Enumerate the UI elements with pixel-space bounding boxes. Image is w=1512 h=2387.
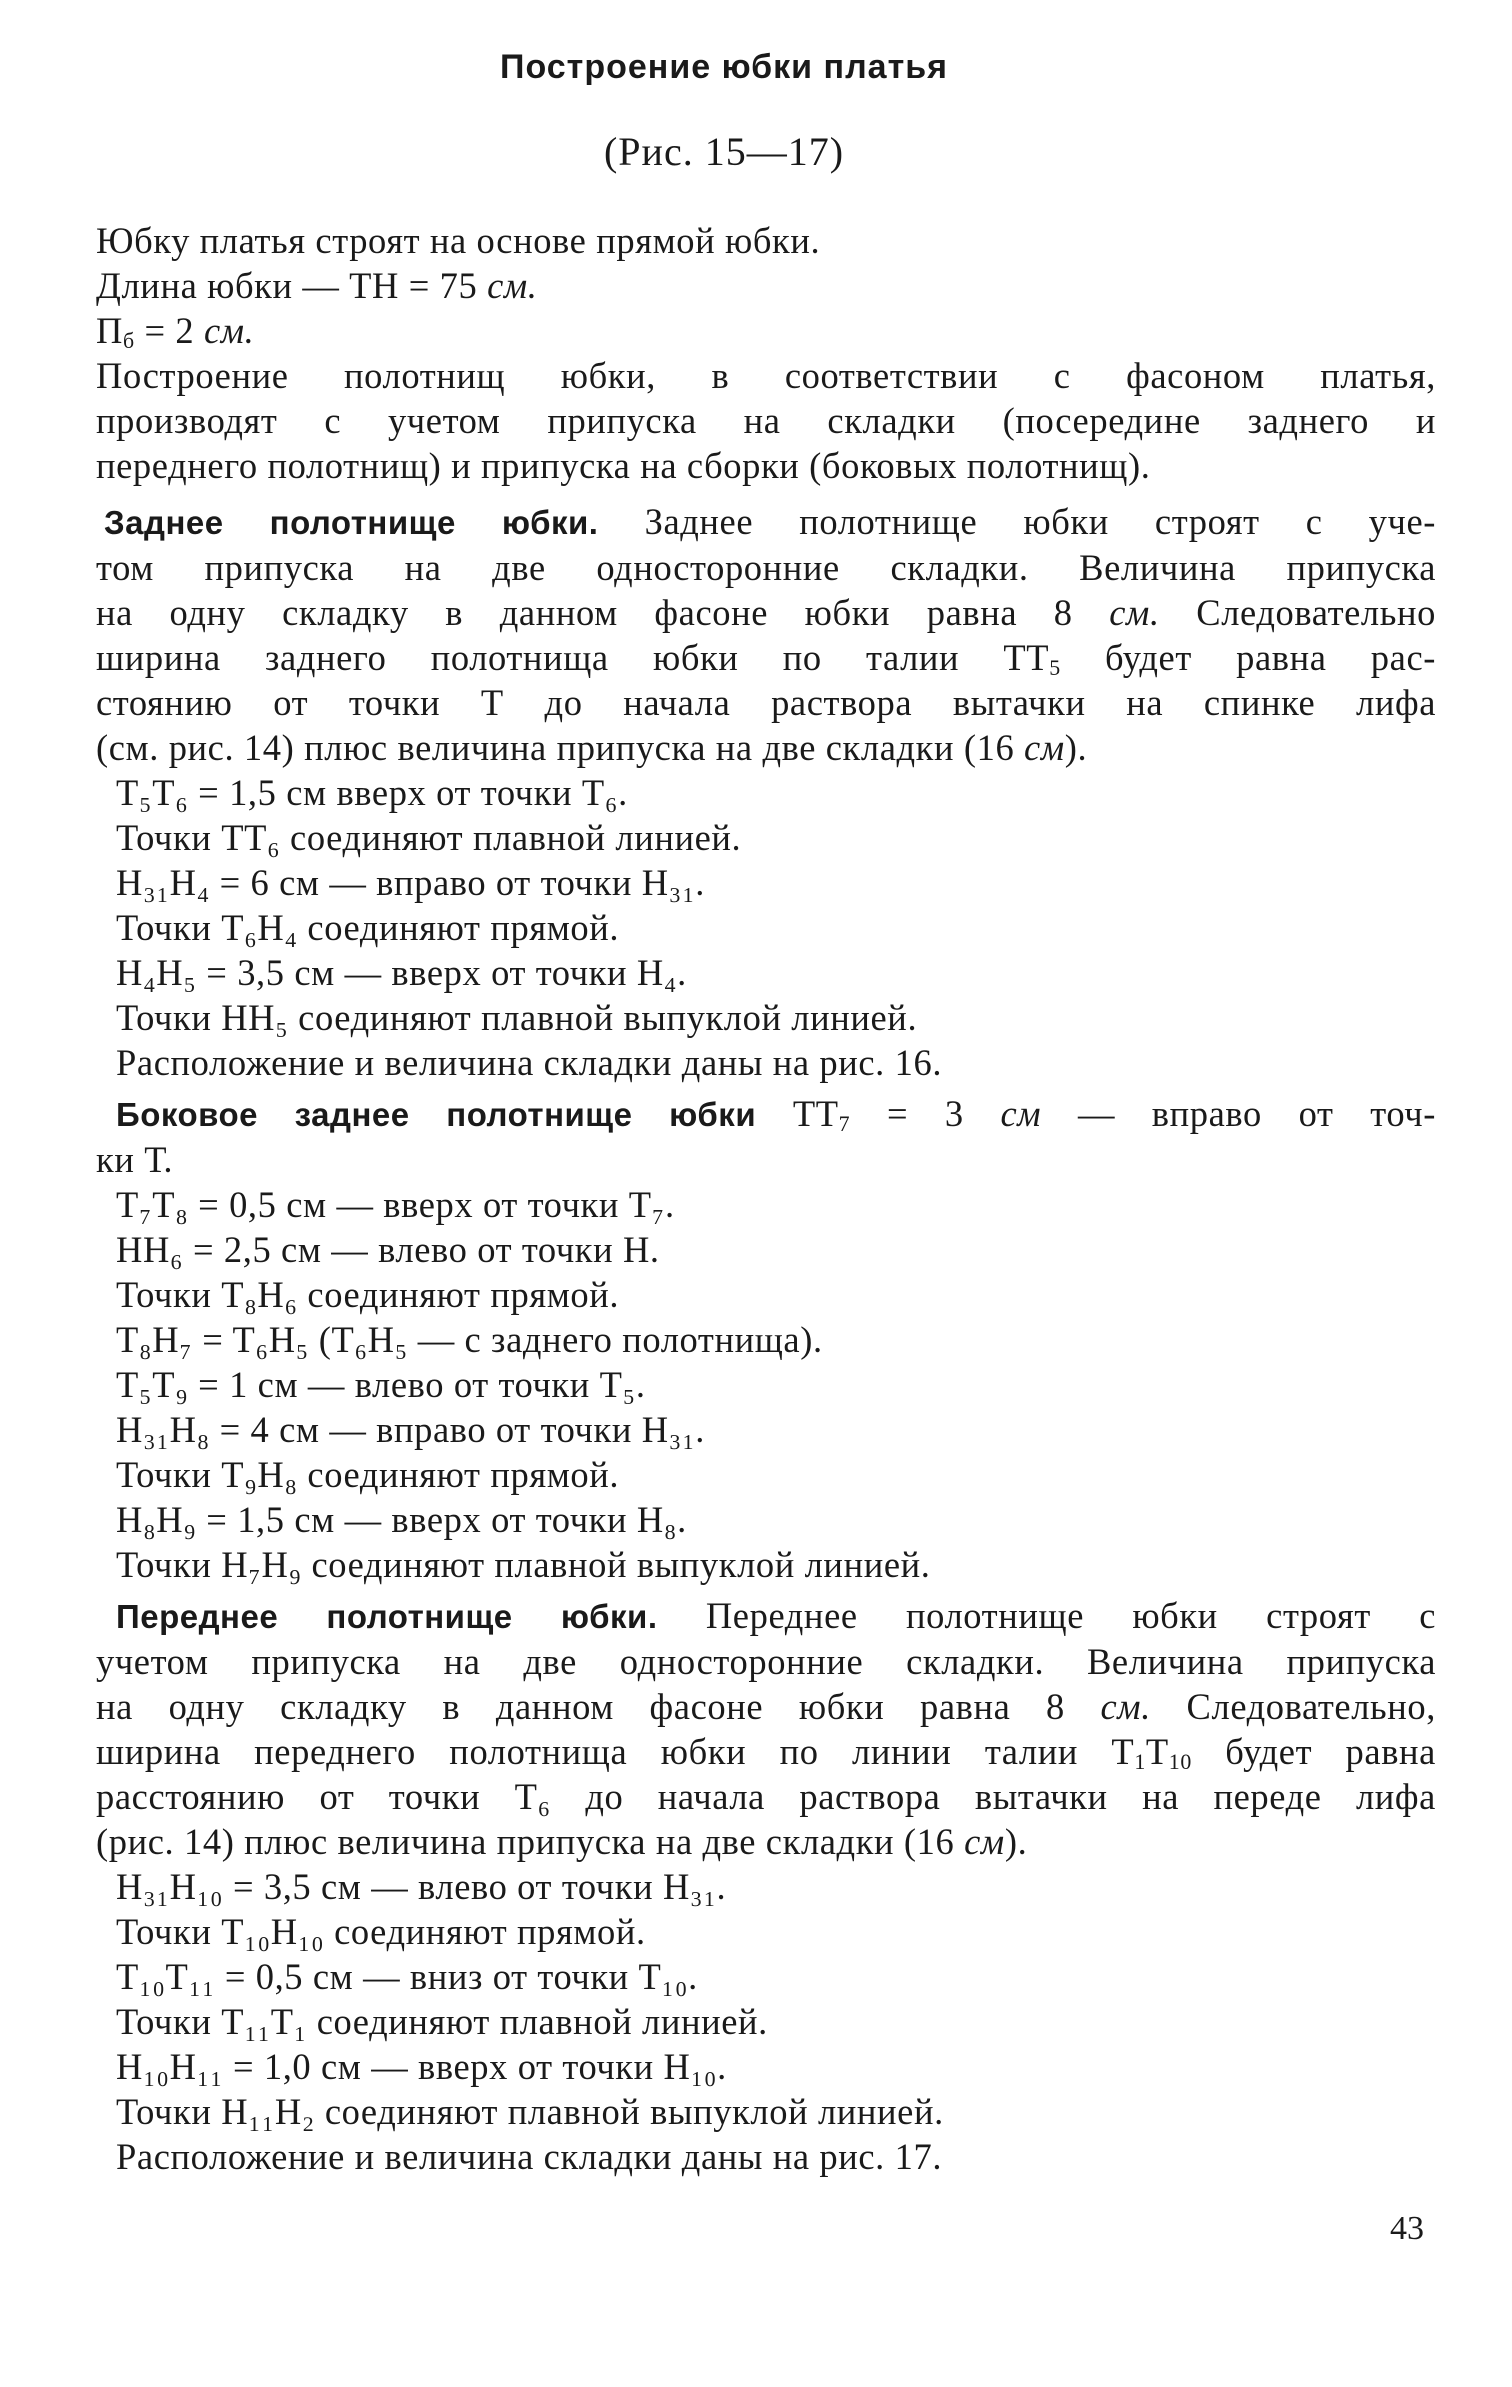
front-step-2: Точки Т₁₀Н₁₀ соединяют прямой. (116, 1911, 646, 1952)
front-step-7: Расположение и величина складки даны на рис. 17. (116, 2136, 943, 2177)
back-panel-paragraph-line-5: стоянию от точки Т до начала раствора вытачки на спинке лифа (96, 682, 1436, 723)
page-body (96, 218, 1436, 2179)
side-step-3: Точки Т₈Н₆ соединяют прямой. (116, 1274, 620, 1315)
front-panel-paragraph-line-5: расстоянию от точки Т₆ до начала раствора вытачки на переде лифа (96, 1776, 1436, 1817)
front-step-6: Точки Н₁₁Н₂ соединяют плавной выпуклой линией. (116, 2091, 944, 2132)
back-step-3: Н₃₁Н₄ = 6 см — вправо от точки Н₃₁. (116, 862, 706, 903)
intro-line-6: переднего полотнищ) и припуска на сборки (боковых полотнищ). (96, 445, 1151, 486)
side-step-9: Точки Н₇Н₉ соединяют плавной выпуклой линией. (116, 1544, 931, 1585)
side-step-2: НН₆ = 2,5 см — влево от точки Н. (116, 1229, 660, 1270)
back-panel-paragraph-line-6: (см. рис. 14) плюс величина припуска на две складки (16 см). (96, 727, 1088, 768)
front-panel-heading: Переднее полотнище юбки. (116, 1598, 658, 1635)
front-step-1: Н₃₁Н₁₀ = 3,5 см — влево от точки Н₃₁. (116, 1866, 727, 1907)
front-panel-paragraph-line-2: учетом припуска на две односторонние складки. Величина припуска (96, 1641, 1436, 1682)
intro-line-4: Построение полотнищ юбки, в соответствии с фасоном платья, (96, 355, 1436, 396)
side-panel-paragraph-line-1: Боковое заднее полотнище юбки $ТТ_7 = 3$ см — вправо от точ- (116, 1093, 1436, 1136)
back-panel-paragraph-line-3: на одну складку в данном фасоне юбки равна 8 см. Следовательно (96, 592, 1436, 633)
page-number: 43 (1390, 2210, 1424, 2247)
side-step-5: T₅T₉ = 1 см — влево от точки Т₅. (116, 1364, 646, 1405)
side-step-4: T₈H₇ = T₆H₅ (T₆H₅ — с заднего полотнища). (116, 1319, 823, 1360)
side-panel-paragraph-line-2: ки Т. (96, 1139, 174, 1180)
side-panel-heading: Боковое заднее полотнище юбки (116, 1096, 757, 1133)
front-step-5: Н₁₀Н₁₁ = 1,0 см — вверх от точки Н₁₀. (116, 2046, 727, 2087)
side-step-8: Н₈Н₉ = 1,5 см — вверх от точки Н₈. (116, 1499, 687, 1540)
front-step-3: T₁₀T₁₁ = 0,5 см — вниз от точки Т₁₀. (116, 1956, 698, 1997)
front-panel-paragraph-line-1: Переднее полотнище юбки. Переднее полотнище юбки строят с (116, 1595, 1436, 1636)
figure-reference: (Рис. 15—17) (603, 129, 845, 174)
intro-line-3: $П_б = 2$ см. (96, 310, 255, 353)
back-step-5: Н₄Н₅ = 3,5 см — вверх от точки Н₄. (116, 952, 687, 993)
intro-line-2: Длина юбки — ТН = 75 см. (96, 265, 538, 306)
front-step-4: Точки Т₁₁Т₁ соединяют плавной линией. (116, 2001, 768, 2042)
back-panel-paragraph-line-4: ширина заднего полотнища юбки по талии $ТТ_5$ будет равна рас- (96, 637, 1437, 680)
front-panel-paragraph-line-4: ширина переднего полотнища юбки по линии талии $Т_1Т_{10}$ будет равна (96, 1731, 1436, 1774)
back-step-4: Точки Т₆Н₄ соединяют прямой. (116, 907, 620, 948)
front-panel-paragraph-line-6: (рис. 14) плюс величина припуска на две складки (16 см). (96, 1821, 1028, 1862)
side-step-7: Точки Т₉Н₈ соединяют прямой. (116, 1454, 620, 1495)
back-panel-paragraph-line-1: Заднее полотнище юбки. Заднее полотнище юбки строят с уче- (104, 501, 1436, 542)
back-step-6: Точки НН₅ соединяют плавной выпуклой линией. (116, 997, 918, 1038)
section-title: Построение юбки платья (500, 48, 948, 86)
back-step-7: Расположение и величина складки даны на рис. 16. (116, 1042, 943, 1083)
back-step-1: T₅T₆ = 1,5 см вверх от точки Т₆. (116, 772, 628, 813)
intro-line-1: Юбку платья строят на основе прямой юбки. (96, 220, 821, 261)
intro-line-5: производят с учетом припуска на складки (посередине заднего и (96, 400, 1436, 441)
front-panel-paragraph-line-3: на одну складку в данном фасоне юбки равна 8 см. Следовательно, (96, 1686, 1436, 1727)
side-step-6: Н₃₁Н₈ = 4 см — вправо от точки Н₃₁. (116, 1409, 706, 1450)
back-panel-paragraph-line-2: том припуска на две односторонние складки. Величина припуска (96, 547, 1436, 588)
back-panel-heading: Заднее полотнище юбки. (104, 504, 599, 541)
back-step-2: Точки ТТ₆ соединяют плавной линией. (116, 817, 742, 858)
side-step-1: T₇T₈ = 0,5 см — вверх от точки Т₇. (116, 1184, 675, 1225)
